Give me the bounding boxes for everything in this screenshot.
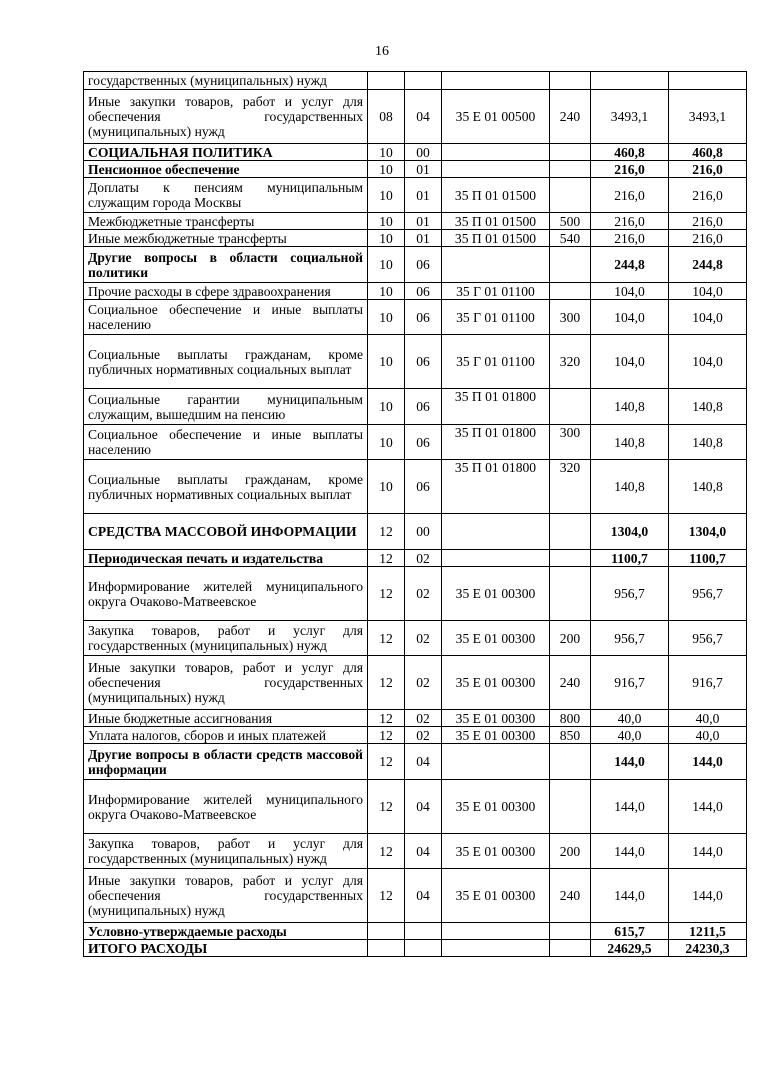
row-section: 10	[368, 300, 405, 335]
table-row	[84, 869, 747, 923]
table-row	[84, 144, 747, 161]
row-section: 12	[368, 834, 405, 869]
row-expense-type	[550, 72, 591, 90]
row-name: Закупка товаров, работ и услуг для государственных (муниципальных) нужд	[84, 834, 368, 869]
row-amount-year2: 1211,5	[669, 923, 747, 940]
row-target-article: 35 Г 01 01100	[442, 283, 550, 300]
row-expense-type: 240	[550, 656, 591, 710]
row-amount-year1: 956,7	[591, 621, 669, 656]
row-name: Иные закупки товаров, работ и услуг для обеспечения государственных (муниципальных) нужд	[84, 656, 368, 710]
row-subsection: 02	[405, 550, 442, 567]
row-expense-type	[550, 247, 591, 283]
row-target-article	[442, 144, 550, 161]
row-section: 12	[368, 780, 405, 834]
row-expense-type: 300	[550, 425, 591, 460]
row-amount-year1: 1100,7	[591, 550, 669, 567]
row-amount-year1: 144,0	[591, 869, 669, 923]
row-amount-year1	[591, 72, 669, 90]
row-section: 10	[368, 144, 405, 161]
row-name: Уплата налогов, сборов и иных платежей	[84, 727, 368, 744]
row-expense-type	[550, 178, 591, 213]
row-expense-type	[550, 940, 591, 957]
row-expense-type	[550, 567, 591, 621]
row-subsection: 06	[405, 283, 442, 300]
row-subsection: 04	[405, 780, 442, 834]
row-target-article: 35 Г 01 01100	[442, 300, 550, 335]
row-target-article	[442, 550, 550, 567]
row-expense-type: 200	[550, 621, 591, 656]
row-amount-year2: 144,0	[669, 869, 747, 923]
row-target-article: 35 П 01 01800	[442, 389, 550, 425]
row-amount-year1: 144,0	[591, 834, 669, 869]
row-subsection: 02	[405, 621, 442, 656]
row-section: 10	[368, 335, 405, 389]
row-section	[368, 940, 405, 957]
row-name: Условно-утверждаемые расходы	[84, 923, 368, 940]
row-section: 12	[368, 550, 405, 567]
row-expense-type: 240	[550, 90, 591, 144]
row-amount-year2: 1100,7	[669, 550, 747, 567]
table-row	[84, 727, 747, 744]
row-target-article: 35 П 01 01800	[442, 425, 550, 460]
table-row	[84, 940, 747, 957]
row-amount-year1: 216,0	[591, 161, 669, 178]
row-section	[368, 923, 405, 940]
row-amount-year2: 24230,3	[669, 940, 747, 957]
row-amount-year1: 244,8	[591, 247, 669, 283]
row-subsection	[405, 72, 442, 90]
row-subsection: 02	[405, 727, 442, 744]
row-target-article: 35 Е 01 00300	[442, 727, 550, 744]
row-name: Социальные гарантии муниципальным служащим, вышедшим на пенсию	[84, 389, 368, 425]
row-expense-type: 800	[550, 710, 591, 727]
row-subsection: 06	[405, 389, 442, 425]
row-amount-year2: 144,0	[669, 834, 747, 869]
row-name: СРЕДСТВА МАССОВОЙ ИНФОРМАЦИИ	[84, 514, 368, 550]
table-row	[84, 780, 747, 834]
row-target-article: 35 П 01 01500	[442, 213, 550, 230]
row-section: 10	[368, 230, 405, 247]
table-row	[84, 335, 747, 389]
table-row	[84, 247, 747, 283]
row-subsection: 01	[405, 230, 442, 247]
row-target-article: 35 Г 01 01100	[442, 335, 550, 389]
row-expense-type: 320	[550, 335, 591, 389]
row-amount-year2: 104,0	[669, 283, 747, 300]
row-expense-type	[550, 144, 591, 161]
table-row	[84, 550, 747, 567]
row-amount-year1: 1304,0	[591, 514, 669, 550]
table-row	[84, 230, 747, 247]
row-name: Иные бюджетные ассигнования	[84, 710, 368, 727]
row-name: Доплаты к пенсиям муниципальным служащим города Москвы	[84, 178, 368, 213]
table-row	[84, 923, 747, 940]
row-target-article	[442, 161, 550, 178]
row-amount-year2: 40,0	[669, 710, 747, 727]
row-target-article: 35 Е 01 00300	[442, 869, 550, 923]
row-section: 10	[368, 213, 405, 230]
row-amount-year2: 104,0	[669, 300, 747, 335]
row-subsection: 06	[405, 460, 442, 514]
row-subsection: 02	[405, 710, 442, 727]
row-amount-year1: 144,0	[591, 780, 669, 834]
row-subsection: 01	[405, 213, 442, 230]
row-amount-year1: 40,0	[591, 727, 669, 744]
row-name: Иные межбюджетные трансферты	[84, 230, 368, 247]
row-amount-year1: 104,0	[591, 283, 669, 300]
row-subsection	[405, 923, 442, 940]
row-name: Пенсионное обеспечение	[84, 161, 368, 178]
row-name: Другие вопросы в области социальной политики	[84, 247, 368, 283]
row-target-article	[442, 514, 550, 550]
row-subsection: 01	[405, 178, 442, 213]
row-expense-type: 320	[550, 460, 591, 514]
row-target-article	[442, 744, 550, 780]
row-amount-year2: 104,0	[669, 335, 747, 389]
table-row	[84, 514, 747, 550]
row-name: Периодическая печать и издательства	[84, 550, 368, 567]
row-section: 12	[368, 514, 405, 550]
row-subsection	[405, 940, 442, 957]
row-target-article: 35 П 01 01800	[442, 460, 550, 514]
row-section: 10	[368, 425, 405, 460]
row-subsection: 01	[405, 161, 442, 178]
row-subsection: 00	[405, 144, 442, 161]
table-row	[84, 567, 747, 621]
row-subsection: 04	[405, 90, 442, 144]
row-section: 08	[368, 90, 405, 144]
row-amount-year2: 460,8	[669, 144, 747, 161]
table-row	[84, 656, 747, 710]
row-subsection: 06	[405, 247, 442, 283]
row-target-article	[442, 72, 550, 90]
budget-table	[83, 71, 747, 957]
page-number: 16	[375, 44, 389, 59]
row-amount-year2: 1304,0	[669, 514, 747, 550]
row-name: государственных (муниципальных) нужд	[84, 72, 368, 90]
row-amount-year2: 140,8	[669, 389, 747, 425]
row-expense-type	[550, 550, 591, 567]
row-name: Информирование жителей муниципального округа Очаково-Матвеевское	[84, 780, 368, 834]
row-amount-year1: 140,8	[591, 389, 669, 425]
row-section: 12	[368, 710, 405, 727]
table-row	[84, 460, 747, 514]
table-row	[84, 72, 747, 90]
row-expense-type	[550, 514, 591, 550]
row-name: Социальное обеспечение и иные выплаты населению	[84, 425, 368, 460]
row-expense-type: 850	[550, 727, 591, 744]
row-name: Иные закупки товаров, работ и услуг для обеспечения государственных (муниципальных) нужд	[84, 90, 368, 144]
row-expense-type: 500	[550, 213, 591, 230]
row-name: Социальное обеспечение и иные выплаты населению	[84, 300, 368, 335]
row-subsection: 06	[405, 335, 442, 389]
row-name: Межбюджетные трансферты	[84, 213, 368, 230]
row-amount-year2: 140,8	[669, 460, 747, 514]
row-amount-year2: 3493,1	[669, 90, 747, 144]
row-amount-year1: 916,7	[591, 656, 669, 710]
row-name: Прочие расходы в сфере здравоохранения	[84, 283, 368, 300]
row-amount-year2	[669, 72, 747, 90]
row-name: ИТОГО РАСХОДЫ	[84, 940, 368, 957]
row-section	[368, 72, 405, 90]
row-section: 10	[368, 283, 405, 300]
row-expense-type	[550, 283, 591, 300]
row-expense-type	[550, 161, 591, 178]
row-section: 10	[368, 247, 405, 283]
row-name: Другие вопросы в области средств массовой информации	[84, 744, 368, 780]
row-amount-year2: 956,7	[669, 567, 747, 621]
budget-table-body	[84, 72, 747, 957]
row-target-article	[442, 923, 550, 940]
row-subsection: 06	[405, 425, 442, 460]
row-amount-year2: 144,0	[669, 780, 747, 834]
row-amount-year2: 216,0	[669, 213, 747, 230]
row-target-article: 35 Е 01 00300	[442, 834, 550, 869]
table-row	[84, 213, 747, 230]
row-section: 12	[368, 744, 405, 780]
row-section: 12	[368, 621, 405, 656]
row-section: 12	[368, 567, 405, 621]
row-subsection: 02	[405, 656, 442, 710]
row-amount-year2: 216,0	[669, 178, 747, 213]
row-amount-year2: 916,7	[669, 656, 747, 710]
row-section: 12	[368, 869, 405, 923]
row-amount-year1: 216,0	[591, 213, 669, 230]
row-amount-year2: 40,0	[669, 727, 747, 744]
row-amount-year1: 104,0	[591, 335, 669, 389]
row-amount-year2: 216,0	[669, 161, 747, 178]
row-amount-year1: 140,8	[591, 425, 669, 460]
row-target-article: 35 П 01 01500	[442, 178, 550, 213]
row-target-article: 35 Е 01 00300	[442, 567, 550, 621]
row-subsection: 04	[405, 834, 442, 869]
row-expense-type	[550, 923, 591, 940]
row-amount-year1: 615,7	[591, 923, 669, 940]
table-row	[84, 389, 747, 425]
table-row	[84, 161, 747, 178]
row-subsection: 04	[405, 744, 442, 780]
row-amount-year1: 3493,1	[591, 90, 669, 144]
row-expense-type	[550, 744, 591, 780]
row-amount-year1: 144,0	[591, 744, 669, 780]
table-row	[84, 178, 747, 213]
row-name: Информирование жителей муниципального округа Очаково-Матвеевское	[84, 567, 368, 621]
row-expense-type: 540	[550, 230, 591, 247]
row-section: 10	[368, 389, 405, 425]
row-section: 12	[368, 727, 405, 744]
row-target-article: 35 Е 01 00300	[442, 710, 550, 727]
row-section: 10	[368, 178, 405, 213]
table-row	[84, 834, 747, 869]
row-amount-year1: 216,0	[591, 178, 669, 213]
row-section: 10	[368, 460, 405, 514]
row-target-article	[442, 940, 550, 957]
row-amount-year2: 144,0	[669, 744, 747, 780]
row-name: Социальные выплаты гражданам, кроме публичных нормативных социальных выплат	[84, 335, 368, 389]
row-expense-type: 240	[550, 869, 591, 923]
row-name: Закупка товаров, работ и услуг для государственных (муниципальных) нужд	[84, 621, 368, 656]
row-expense-type: 300	[550, 300, 591, 335]
row-target-article: 35 Е 01 00500	[442, 90, 550, 144]
row-name: СОЦИАЛЬНАЯ ПОЛИТИКА	[84, 144, 368, 161]
row-amount-year2: 956,7	[669, 621, 747, 656]
row-amount-year2: 216,0	[669, 230, 747, 247]
table-row	[84, 425, 747, 460]
table-row	[84, 744, 747, 780]
row-name: Иные закупки товаров, работ и услуг для обеспечения государственных (муниципальных) нужд	[84, 869, 368, 923]
row-name: Социальные выплаты гражданам, кроме публичных нормативных социальных выплат	[84, 460, 368, 514]
table-row	[84, 283, 747, 300]
row-amount-year1: 104,0	[591, 300, 669, 335]
row-amount-year1: 216,0	[591, 230, 669, 247]
table-row	[84, 90, 747, 144]
row-amount-year1: 140,8	[591, 460, 669, 514]
row-amount-year1: 956,7	[591, 567, 669, 621]
row-section: 10	[368, 161, 405, 178]
row-target-article: 35 Е 01 00300	[442, 621, 550, 656]
row-expense-type	[550, 780, 591, 834]
row-target-article: 35 П 01 01500	[442, 230, 550, 247]
table-row	[84, 710, 747, 727]
row-expense-type: 200	[550, 834, 591, 869]
row-target-article: 35 Е 01 00300	[442, 656, 550, 710]
row-subsection: 02	[405, 567, 442, 621]
row-amount-year2: 140,8	[669, 425, 747, 460]
row-amount-year1: 24629,5	[591, 940, 669, 957]
row-subsection: 06	[405, 300, 442, 335]
row-section: 12	[368, 656, 405, 710]
table-row	[84, 621, 747, 656]
row-amount-year1: 40,0	[591, 710, 669, 727]
row-subsection: 00	[405, 514, 442, 550]
row-amount-year1: 460,8	[591, 144, 669, 161]
row-subsection: 04	[405, 869, 442, 923]
row-target-article	[442, 247, 550, 283]
row-amount-year2: 244,8	[669, 247, 747, 283]
table-row	[84, 300, 747, 335]
row-target-article: 35 Е 01 00300	[442, 780, 550, 834]
row-expense-type	[550, 389, 591, 425]
